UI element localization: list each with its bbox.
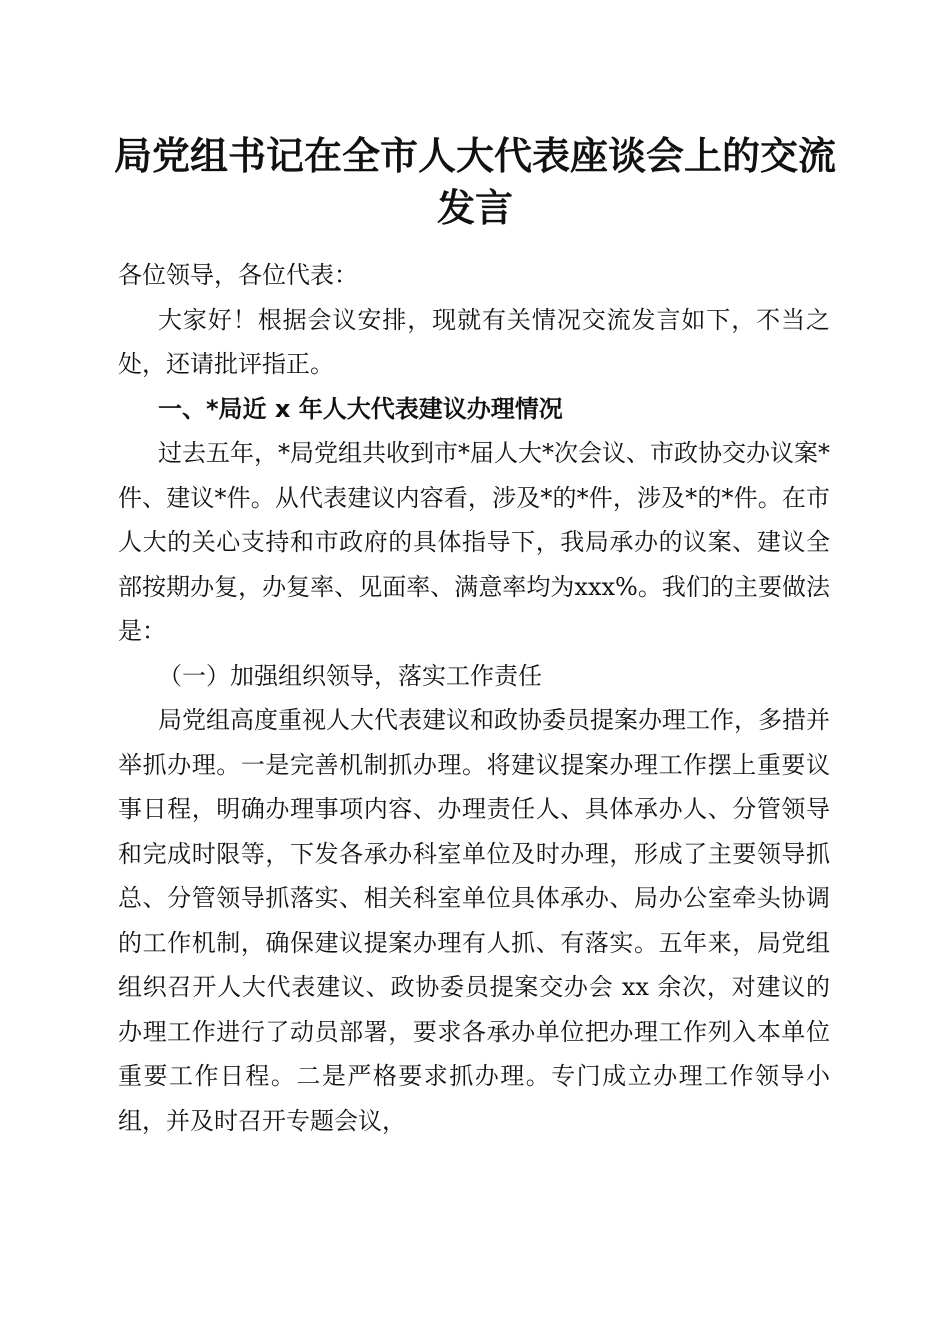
section-heading-1: 一、*局近 x 年人大代表建议办理情况 (158, 394, 563, 423)
document-body (118, 253, 830, 1143)
section-1-paragraph: 过去五年，*局党组共收到市*届人大*次会议、市政协交办议案*件、建议*件。从代表建议内容看，涉及*的*件，涉及*的*件。在市人大的关心支持和市政府的具体指导下，我局承办的议案、建议全部按期办复，办复率、见面率、满意率均为xxx%。我们的主要做法是： (118, 439, 830, 645)
opening-paragraph: 大家好！根据会议安排，现就有关情况交流发言如下，不当之处，还请批评指正。 (118, 305, 830, 378)
subsection-1-paragraph: 局党组高度重视人大代表建议和政协委员提案办理工作，多措并举抓办理。一是完善机制抓办理。将建议提案办理工作摆上重要议事日程，明确办理事项内容、办理责任人、具体承办人、分管领导和完成时限等，下发各承办科室单位及时办理，形成了主要领导抓总、分管领导抓落实、相关科室单位具体承办、局办公室牵头协调的工作机制，确保建议提案办理有人抓、有落实。五年来，局党组组织召开人大代表建议、政协委员提案交办会 xx 余次，对建议的办理工作进行了动员部署，要求各承办单位把办理工作列入本单位重要工作日程。二是严格要求抓办理。专门成立办理工作领导小组，并及时召开专题会议， (118, 706, 830, 1135)
subsection-heading-1: （一）加强组织领导，落实工作责任 (158, 661, 542, 690)
document-title: 局党组书记在全市人大代表座谈会上的交流发言 (113, 133, 836, 230)
salutation: 各位领导，各位代表： (118, 261, 358, 289)
